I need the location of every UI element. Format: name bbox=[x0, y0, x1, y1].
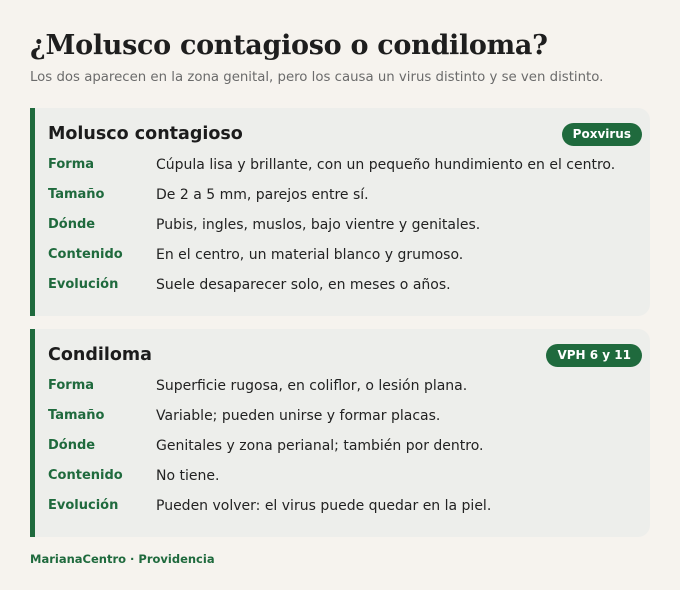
attribute-value: Superficie rugosa, en coliflor, o lesión plana. bbox=[156, 378, 468, 394]
attribute-value: Variable; pueden unirse y formar placas. bbox=[156, 408, 441, 424]
attribute-row-contenido bbox=[48, 467, 640, 497]
attribute-label: Forma bbox=[48, 157, 95, 172]
card-title: Molusco contagioso bbox=[48, 124, 243, 144]
virus-badge: VPH 6 y 11 bbox=[546, 344, 642, 367]
attribute-value: No tiene. bbox=[156, 468, 220, 484]
attribute-value: Pueden volver: el virus puede quedar en la piel. bbox=[156, 498, 492, 514]
attribute-label: Evolución bbox=[48, 277, 119, 292]
comparison-card-molusco bbox=[30, 108, 650, 316]
attribute-value: De 2 a 5 mm, parejos entre sí. bbox=[156, 187, 369, 203]
attribute-row-forma bbox=[48, 377, 640, 407]
attribute-label: Contenido bbox=[48, 468, 123, 483]
virus-badge: Poxvirus bbox=[562, 123, 642, 146]
attribute-label: Dónde bbox=[48, 217, 96, 232]
attribute-row-contenido bbox=[48, 246, 640, 276]
attribute-row-tamano bbox=[48, 407, 640, 437]
page-subtitle: Los dos aparecen en la zona genital, pero los causa un virus distinto y se ven distinto. bbox=[30, 70, 604, 85]
attribute-label: Dónde bbox=[48, 438, 96, 453]
attribute-row-tamano bbox=[48, 186, 640, 216]
attribute-value: Pubis, ingles, muslos, bajo vientre y genitales. bbox=[156, 217, 481, 233]
attribute-label: Tamaño bbox=[48, 187, 105, 202]
attribute-value: En el centro, un material blanco y grumoso. bbox=[156, 247, 464, 263]
page-title: ¿Molusco contagioso o condiloma? bbox=[30, 30, 548, 61]
attribute-row-evolucion bbox=[48, 276, 640, 306]
attribute-row-donde bbox=[48, 437, 640, 467]
attribute-row-donde bbox=[48, 216, 640, 246]
attribute-value: Suele desaparecer solo, en meses o años. bbox=[156, 277, 451, 293]
attribute-row-forma bbox=[48, 156, 640, 186]
card-title: Condiloma bbox=[48, 345, 152, 365]
attribute-list bbox=[48, 377, 640, 527]
comparison-card-condiloma bbox=[30, 329, 650, 537]
attribute-label: Contenido bbox=[48, 247, 123, 262]
attribute-value: Genitales y zona perianal; también por dentro. bbox=[156, 438, 484, 454]
attribute-row-evolucion bbox=[48, 497, 640, 527]
attribute-value: Cúpula lisa y brillante, con un pequeño hundimiento en el centro. bbox=[156, 157, 616, 173]
attribute-label: Tamaño bbox=[48, 408, 105, 423]
attribute-list bbox=[48, 156, 640, 306]
attribute-label: Forma bbox=[48, 378, 95, 393]
attribute-label: Evolución bbox=[48, 498, 119, 513]
footer-credit: MarianaCentro · Providencia bbox=[30, 552, 215, 566]
